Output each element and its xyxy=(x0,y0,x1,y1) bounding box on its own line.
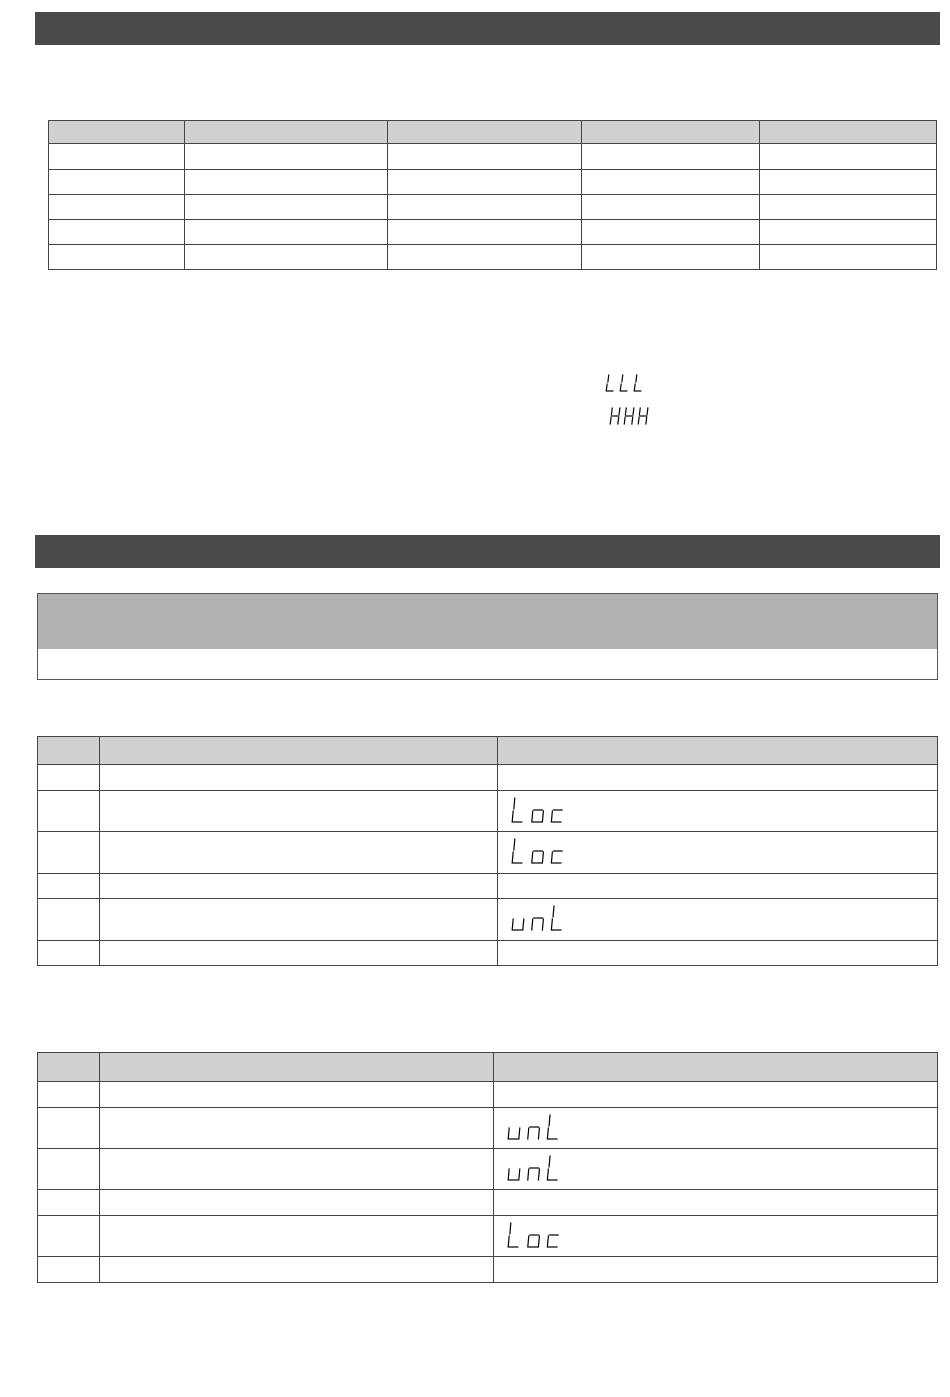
table-header-row xyxy=(38,1053,938,1082)
display-code xyxy=(506,1154,576,1186)
display-code xyxy=(506,1262,576,1294)
lock-procedure-table xyxy=(37,736,938,966)
table-row xyxy=(38,791,938,832)
section-header-bar xyxy=(35,12,940,45)
table-row xyxy=(38,899,938,941)
table-row xyxy=(38,1216,938,1257)
table-row xyxy=(38,941,938,966)
table-row xyxy=(38,1149,938,1190)
note-box-header xyxy=(37,593,938,650)
unlock-procedure-table xyxy=(37,1052,938,1283)
table-row xyxy=(38,832,938,874)
table-row xyxy=(49,144,937,170)
display-code-low xyxy=(604,373,664,397)
note-box-body xyxy=(37,649,938,680)
spec-table xyxy=(48,120,937,270)
table-row xyxy=(49,245,937,270)
table-row xyxy=(38,1190,938,1216)
table-row xyxy=(38,765,938,791)
table-row xyxy=(38,874,938,899)
table-row xyxy=(38,1082,938,1108)
table-row xyxy=(49,170,937,195)
display-code xyxy=(510,904,580,936)
display-code xyxy=(510,837,580,869)
table-row xyxy=(49,220,937,245)
table-row xyxy=(38,1108,938,1149)
table-header-row xyxy=(38,737,938,765)
display-code xyxy=(510,796,580,828)
display-code xyxy=(510,946,580,978)
table-row xyxy=(49,195,937,220)
display-code xyxy=(506,1113,576,1145)
display-code-high xyxy=(608,406,668,430)
section-header-bar xyxy=(35,535,940,568)
table-row xyxy=(38,1257,938,1283)
table-header-row xyxy=(49,121,937,144)
display-code xyxy=(506,1221,576,1253)
